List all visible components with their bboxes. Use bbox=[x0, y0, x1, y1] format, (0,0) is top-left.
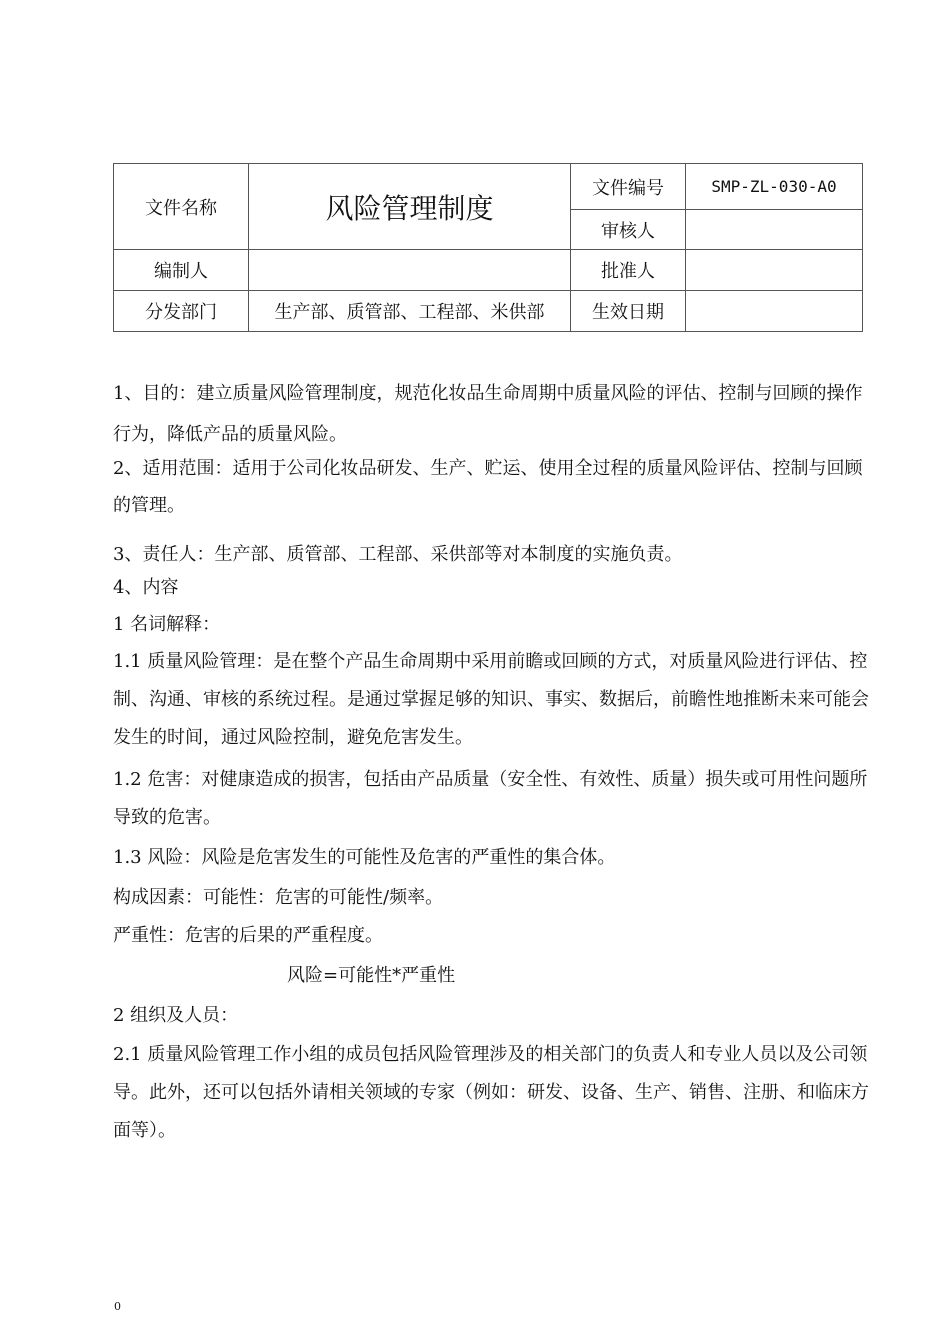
team-members-paragraph: 2.1 质量风险管理工作小组的成员包括风险管理涉及的相关部门的负责人和专业人员以及公司领导。此外，还可以包括外请相关领域的专家（例如：研发、设备、生产、销售、注册、和临床方面等）。 bbox=[113, 1044, 869, 1141]
file-no-value: SMP-ZL-030-A0 bbox=[686, 164, 863, 210]
risk-formula: 风险=可能性*严重性 bbox=[287, 965, 456, 986]
page-number: 0 bbox=[114, 1300, 121, 1313]
severity-line: 严重性：危害的后果的严重程度。 bbox=[113, 925, 383, 946]
effective-date-label: 生效日期 bbox=[571, 291, 686, 332]
definition-risk: 1.3 风险：风险是危害发生的可能性及危害的严重性的集合体。 bbox=[113, 847, 616, 868]
distribution-value: 生产部、质管部、工程部、米供部 bbox=[249, 291, 571, 332]
responsibility-paragraph: 3、责任人：生产部、质管部、工程部、采供部等对本制度的实施负责。 bbox=[113, 544, 683, 565]
definition-hazard: 1.2 危害：对健康造成的损害，包括由产品质量（安全性、有效性、质量）损失或可用性问题所导致的危害。 bbox=[113, 769, 868, 828]
document-header-table bbox=[113, 163, 863, 332]
file-no-label: 文件编号 bbox=[571, 164, 686, 210]
reviewer-label: 审核人 bbox=[571, 210, 686, 250]
purpose-paragraph: 1、目的：建立质量风险管理制度，规范化妆品生命周期中质量风险的评估、控制与回顾的操作行为，降低产品的质量风险。 bbox=[113, 383, 863, 445]
definition-risk-management: 1.1 质量风险管理：是在整个产品生命周期中采用前瞻或回顾的方式，对质量风险进行评估、控制、沟通、审核的系统过程。是通过掌握足够的知识、事实、数据后，前瞻性地推断未来可能会发生的时间，通过风险控制，避免危害发生。 bbox=[113, 651, 869, 748]
content-heading: 4、内容 bbox=[113, 577, 179, 598]
distribution-label: 分发部门 bbox=[114, 291, 249, 332]
scope-paragraph: 2、适用范围：适用于公司化妆品研发、生产、贮运、使用全过程的质量风险评估、控制与回顾的管理。 bbox=[113, 458, 863, 516]
risk-factors-line: 构成因素：可能性：危害的可能性/频率。 bbox=[113, 887, 444, 908]
organization-heading: 2 组织及人员： bbox=[113, 1005, 239, 1026]
definitions-heading: 1 名词解释： bbox=[113, 614, 221, 635]
reviewer-value bbox=[686, 210, 863, 250]
author-value bbox=[249, 250, 571, 291]
file-name-label: 文件名称 bbox=[114, 164, 249, 250]
author-label: 编制人 bbox=[114, 250, 249, 291]
effective-date-value bbox=[686, 291, 863, 332]
approver-label: 批准人 bbox=[571, 250, 686, 291]
document-title: 风险管理制度 bbox=[249, 164, 571, 250]
approver-value bbox=[686, 250, 863, 291]
